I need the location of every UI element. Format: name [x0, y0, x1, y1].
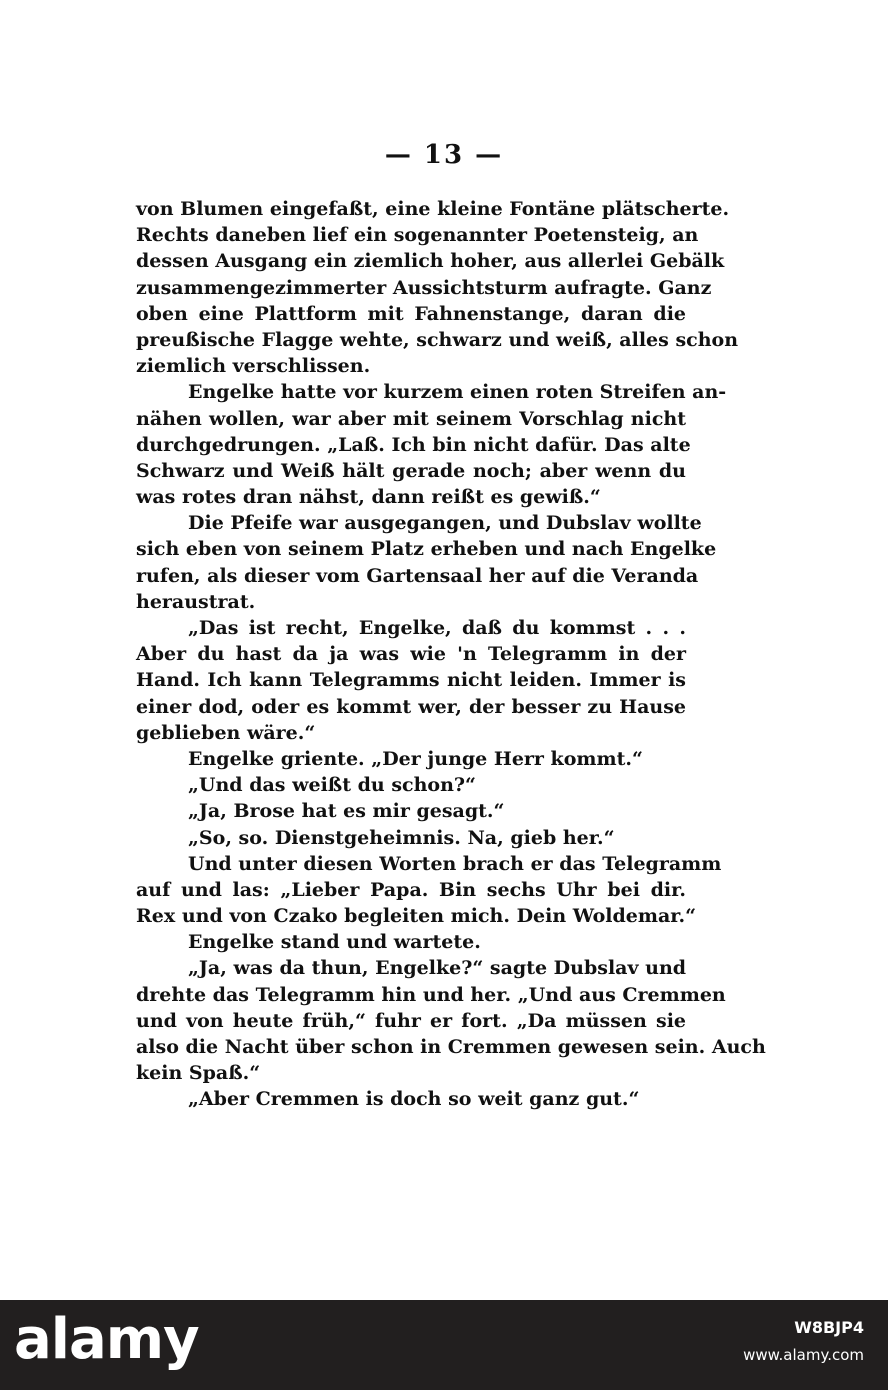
- text-line: „So, so. Dienstgeheimnis. Na, gieb her.“: [188, 826, 615, 849]
- text-line: einer dod, oder es kommt wer, der besser zu Hause: [136, 695, 686, 718]
- page-body-text: [136, 196, 766, 1113]
- text-line: Aber du hast da ja was wie 'n Telegramm in der: [136, 643, 686, 666]
- text-line: „Ja, Brose hat es mir gesagt.“: [188, 800, 505, 823]
- text-line: auf und las: „Lieber Papa. Bin sechs Uhr bei dir.: [136, 878, 686, 901]
- text-line: was rotes dran nähst, dann reißt es gewiß.“: [136, 486, 601, 509]
- text-line: Die Pfeife war ausgegangen, und Dubslav wollte: [188, 512, 702, 535]
- text-line: Engelke hatte vor kurzem einen roten Streifen an-: [188, 381, 727, 404]
- text-line: oben eine Plattform mit Fahnenstange, daran die: [136, 302, 686, 325]
- text-line: von Blumen eingefaßt, eine kleine Fontäne plätscherte.: [136, 198, 730, 220]
- text-line: Hand. Ich kann Telegramms nicht leiden. Immer is: [136, 669, 686, 692]
- text-line: „Aber Cremmen is doch so weit ganz gut.“: [188, 1088, 640, 1111]
- text-line: durchgedrungen. „Laß. Ich bin nicht dafür. Das alte: [136, 433, 691, 456]
- text-line: sich eben von seinem Platz erheben und nach Engelke: [136, 538, 717, 561]
- text-line: Und unter diesen Worten brach er das Telegramm: [188, 852, 722, 875]
- text-line: kein Spaß.“: [136, 1062, 261, 1085]
- alamy-logo: alamy: [14, 1307, 199, 1372]
- text-line: geblieben wäre.“: [136, 721, 316, 744]
- image-id-label: W8BJP4: [794, 1318, 864, 1337]
- text-line: und von heute früh,“ fuhr er fort. „Da müssen sie: [136, 1009, 686, 1032]
- text-line: ziemlich verschlissen.: [136, 355, 371, 378]
- page-number: — 13 —: [384, 140, 504, 170]
- text-line: also die Nacht über schon in Cremmen gewesen sein. Auch: [136, 1036, 766, 1058]
- text-line: dessen Ausgang ein ziemlich hoher, aus allerlei Gebälk: [136, 250, 725, 273]
- text-line: „Und das weißt du schon?“: [188, 774, 476, 797]
- text-line: „Ja, was da thun, Engelke?“ sagte Dubslav und: [188, 957, 687, 980]
- text-line: Schwarz und Weiß hält gerade noch; aber wenn du: [136, 459, 686, 482]
- text-line: nähen wollen, war aber mit seinem Vorschlag nicht: [136, 407, 686, 430]
- text-line: zusammengezimmerter Aussichtsturm aufragte. Ganz: [136, 276, 712, 299]
- text-line: heraustrat.: [136, 590, 256, 613]
- text-line: Engelke griente. „Der junge Herr kommt.“: [188, 747, 643, 770]
- text-line: Rex und von Czako begleiten mich. Dein Woldemar.“: [136, 905, 697, 928]
- text-line: „Das ist recht, Engelke, daß du kommst . . .: [188, 617, 686, 639]
- text-line: preußische Flagge wehte, schwarz und weiß, alles schon: [136, 328, 739, 351]
- text-line: rufen, als dieser vom Gartensaal her auf die Veranda: [136, 564, 699, 587]
- text-line: drehte das Telegramm hin und her. „Und aus Cremmen: [136, 983, 726, 1006]
- text-line: Rechts daneben lief ein sogenannter Poetensteig, an: [136, 224, 699, 247]
- site-url-label: www.alamy.com: [743, 1346, 864, 1364]
- text-line: Engelke stand und wartete.: [188, 931, 481, 954]
